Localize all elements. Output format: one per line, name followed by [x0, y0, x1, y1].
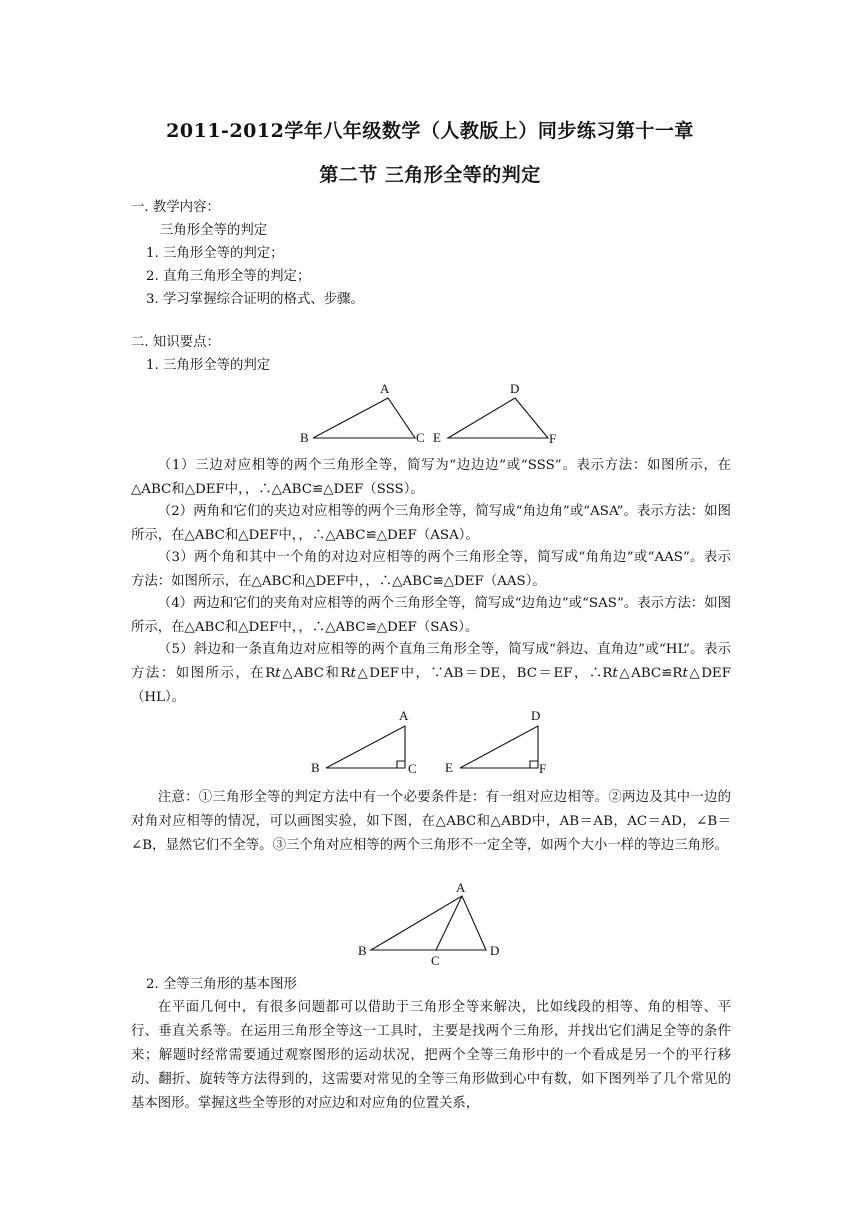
vertex-label: A	[399, 708, 409, 723]
paragraph-sas: （4）两边和它们的夹角对应相等的两个三角形全等，简写成“边角边”或“SAS”。表示方法：如图所示，在△ABC和△DEF中，，∴△ABC≌△DEF（SAS）。	[131, 596, 731, 635]
paragraph-hl: （5）斜边和一条直角边对应相等的两个直角三角形全等，简写成“斜边、直角边”或“HL”。表示方法：如图所示，在Rt△ABC和Rt△DEF中，∵AB＝DE，BC＝EF，∴Rt△ABC≌Rt△DEF（HL）。	[131, 642, 731, 705]
paragraph-aas: （3）两个角和其中一个角的对边对应相等的两个三角形全等，简写成“角角边”或“AAS”。表示方法：如图所示，在△ABC和△DEF中，，∴△ABC≌△DEF（AAS）。	[131, 550, 731, 589]
subsection-heading: 2. 全等三角形的基本图形	[146, 977, 297, 992]
vertex-label: F	[549, 431, 557, 446]
vertex-label: A	[456, 880, 466, 895]
vertex-label: C	[408, 761, 417, 776]
vertex-label: C	[416, 430, 425, 445]
vertex-label: C	[431, 953, 440, 968]
vertex-label: F	[539, 761, 547, 776]
doc-title-line1: 2011-2012学年八年级数学（人教版上）同步练习第十一章	[166, 120, 694, 142]
vertex-label: A	[380, 381, 390, 396]
triangle-abd	[371, 896, 486, 950]
section1-topic: 三角形全等的判定	[160, 223, 268, 238]
paragraph-basic-figures: 在平面几何中，有很多问题都可以借助于三角形全等来解决，比如线段的相等、角的相等、平行、垂直关系等。在运用三角形全等这一工具时，主要是找两个三角形，并找出它们满足全等的条件来；解题时经常需要通过观察图形的运动状况，把两个全等三角形中的一个看成是另一个的平行移动、翻折、旋转等方法得到的，这需要对常见的全等三角形做到心中有数，如下图列举了几个常见的基本图形。掌握这些全等形的对应边和对应角的位置关系，	[131, 1000, 731, 1111]
section1-item: 2. 直角三角形全等的判定；	[146, 269, 311, 284]
vertex-label: E	[445, 760, 453, 775]
paragraph-asa: （2）两角和它们的夹边对应相等的两个三角形全等，简写成“角边角”或“ASA”。表示方法：如图所示，在△ABC和△DEF中，，∴△ABC≌△DEF（ASA）。	[131, 504, 731, 543]
vertex-label: D	[510, 381, 520, 396]
paragraph-sss: （1）三边对应相等的两个三角形全等，简写为“边边边”或“SSS”。表示方法：如图所示，在△ABC和△DEF中，，∴△ABC≌△DEF（SSS）。	[131, 458, 731, 497]
vertex-label: D	[490, 943, 500, 958]
vertex-label: E	[433, 430, 441, 445]
section2-heading: 二. 知识要点：	[131, 335, 220, 350]
paragraph-note: 注意：①三角形全等的判定方法中有一个必要条件是：有一组对应边相等。②两边及其中一边的对角对应相等的情况，可以画图实验，如下图，在△ABC和△ABD中，AB＝AB，AC＝AD，∠B＝∠B，显然它们不全等。③三个角对应相等的两个三角形不一定全等，如两个大小一样的等边三角形。	[131, 790, 731, 853]
vertex-label: B	[311, 760, 320, 775]
doc-title-line2: 第二节 三角形全等的判定	[319, 164, 541, 186]
vertex-label: B	[358, 943, 367, 958]
vertex-label: B	[300, 430, 309, 445]
section1-item: 3. 学习掌握综合证明的格式、步骤。	[146, 292, 364, 307]
section1-heading: 一. 教学内容：	[131, 200, 220, 215]
vertex-label: D	[531, 708, 541, 723]
section1-item: 1. 三角形全等的判定；	[146, 246, 284, 261]
subsection-heading: 1. 三角形全等的判定	[146, 358, 271, 373]
